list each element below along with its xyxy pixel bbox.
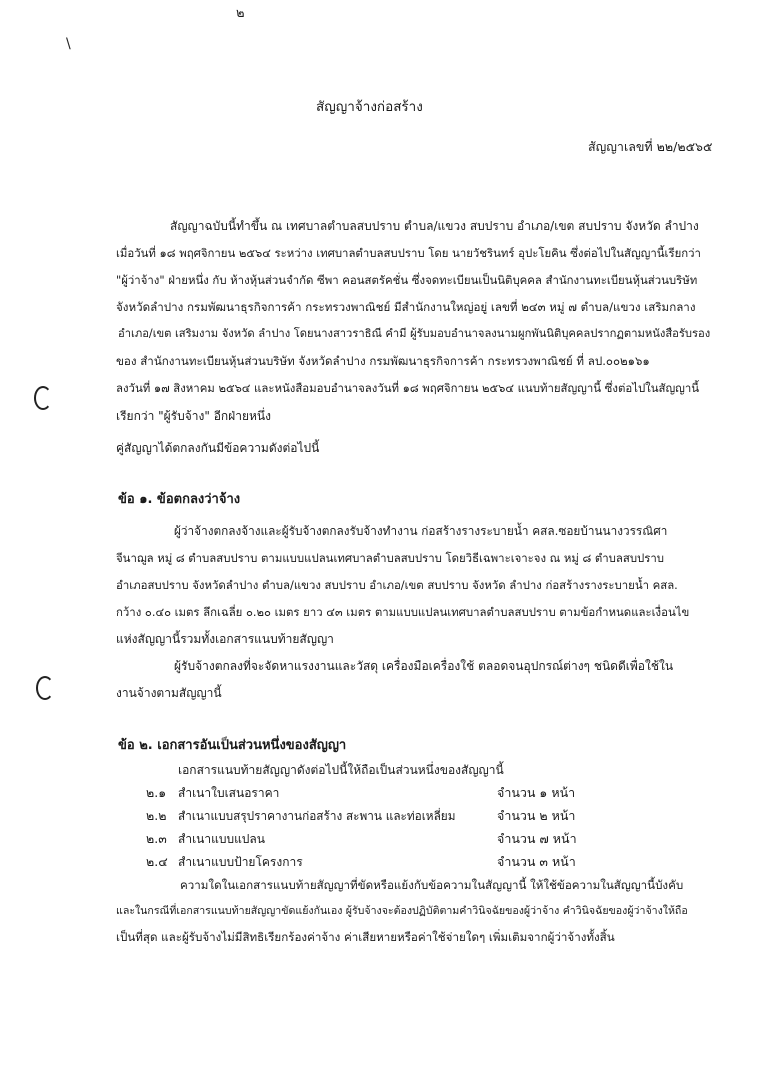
attachment-number: ๒.๒	[146, 808, 167, 823]
attachment-number: ๒.๔	[146, 854, 168, 869]
section-2-closing-line: เป็นที่สุด และผู้รับจ้างไม่มีสิทธิเรียกร้องค่าจ้าง ค่าเสียหายหรือค่าใช้จ่ายใดๆ เพิ่มเติมจากผู้ว่าจ้างทั้งสิ้น	[116, 930, 615, 944]
section-2-closing-line: และในกรณีที่เอกสารแนบท้ายสัญญาขัดแย้งกันเอง ผู้รับจ้างจะต้องปฏิบัติตามคำวินิจฉัยของผู้ว่าจ้าง คำวินิจฉัยของผู้ว่าจ้างให้ถือ	[116, 905, 688, 917]
preamble-line: เมื่อวันที่ ๑๘ พฤศจิกายน ๒๕๖๔ ระหว่าง เทศบาลตำบลสบปราบ โดย นายวัชรินทร์ อุปะโยคิน ซึ่งต่อไปในสัญญานี้เรียกว่า	[116, 246, 701, 260]
section-2-intro: เอกสารแนบท้ายสัญญาดังต่อไปนี้ให้ถือเป็นส่วนหนึ่งของสัญญานี้	[178, 763, 504, 777]
section-1-line: อำเภอสบปราบ จังหวัดลำปาง ตำบล/แขวง สบปราบ อำเภอ/เขต สบปราบ จังหวัด ลำปาง ก่อสร้างรางระบายน้ำ คสล.	[116, 578, 678, 592]
preamble-line: อำเภอ/เขต เสริมงาม จังหวัด ลำปาง โดยนางสาวราธิณี คำมี ผู้รับมอบอำนาจลงนามผูกพันนิติบุคคลปรากฏตามหนังสือรับรอง	[118, 327, 711, 340]
preamble-line: เรียกว่า "ผู้รับจ้าง" อีกฝ่ายหนึ่ง	[116, 409, 271, 423]
section-1-line: กว้าง ๐.๔๐ เมตร ลึกเฉลี่ย ๐.๒๐ เมตร ยาว ๔๓ เมตร ตามแบบแปลนเทศบาลตำบลสบปราบ ตามข้อกำหนดและเงื่อนไข	[116, 605, 690, 619]
page-number: ๒	[236, 6, 245, 21]
preamble-line: จังหวัดลำปาง กรมพัฒนาธุรกิจการค้า กระทรวงพาณิชย์ มีสำนักงานใหญ่อยู่ เลขที่ ๒๔๓ หมู่ ๗ ตำบล/แขวง เสริมกลาง	[116, 300, 696, 314]
document-title: สัญญาจ้างก่อสร้าง	[316, 99, 423, 115]
section-1-line: งานจ้างตามสัญญานี้	[116, 686, 222, 700]
section-1-line: จีนาฌูล หมู่ ๘ ตำบลสบปราบ ตามแบบแปลนเทศบาลตำบลสบปราบ โดยวิธีเฉพาะเจาะจง ณ หมู่ ๘ ตำบลสบปราบ	[116, 551, 665, 565]
section-1-line: ผู้รับจ้างตกลงที่จะจัดหาแรงงานและวัสดุ เครื่องมือเครื่องใช้ ตลอดจนอุปกรณ์ต่างๆ ชนิดดีเพื่อใช้ใน	[174, 659, 674, 673]
section-1-heading: ข้อ ๑. ข้อตกลงว่าจ้าง	[118, 492, 241, 507]
section-2-closing-line: ความใดในเอกสารแนบท้ายสัญญาที่ขัดหรือแย้งกับข้อความในสัญญานี้ ให้ใช้ข้อความในสัญญานี้บังคับ	[180, 878, 684, 892]
attachment-page-count: จำนวน ๑ หน้า	[497, 785, 576, 800]
attachment-title: สำเนาแบบสรุปราคางานก่อสร้าง สะพาน และท่อเหลี่ยม	[178, 809, 456, 823]
punch-hole-mark	[34, 386, 52, 410]
preamble-line: ของ สำนักงานทะเบียนหุ้นส่วนบริษัท จังหวัดลำปาง กรมพัฒนาธุรกิจการค้า กระทรวงพาณิชย์ ที่ ลป.๐๐๒๑๖๑	[116, 354, 650, 368]
section-1-line: แห่งสัญญานี้รวมทั้งเอกสารแนบท้ายสัญญา	[116, 632, 334, 646]
preamble-line: สัญญาฉบับนี้ทำขึ้น ณ เทศบาลตำบลสบปราบ ตำบล/แขวง สบปราบ อำเภอ/เขต สบปราบ จังหวัด ลำปาง	[170, 219, 699, 233]
attachment-page-count: จำนวน ๓ หน้า	[497, 854, 576, 869]
attachment-number: ๒.๑	[146, 785, 167, 800]
section-2-heading: ข้อ ๒. เอกสารอันเป็นส่วนหนึ่งของสัญญา	[118, 738, 347, 753]
punch-hole-mark	[36, 676, 54, 700]
preamble-line: "ผู้ว่าจ้าง" ฝ่ายหนึ่ง กับ ห้างหุ้นส่วนจำกัด ซีพา คอนสตรัคชั่น ซึ่งจดทะเบียนเป็นนิติบุคคล สำนักงานทะเบียนหุ้นส่วนบริษัท	[116, 273, 698, 287]
contract-number: สัญญาเลขที่ ๒๒/๒๕๖๕	[588, 139, 713, 154]
attachment-title: สำเนาใบเสนอราคา	[178, 786, 280, 800]
attachment-page-count: จำนวน ๒ หน้า	[497, 808, 576, 823]
scan-mark: \	[66, 36, 71, 52]
preamble-line: คู่สัญญาได้ตกลงกันมีข้อความดังต่อไปนี้	[116, 441, 320, 455]
attachment-title: สำเนาแบบแปลน	[178, 832, 265, 846]
attachment-number: ๒.๓	[146, 831, 167, 846]
preamble-line: ลงวันที่ ๑๗ สิงหาคม ๒๕๖๔ และหนังสือมอบอำนาจลงวันที่ ๑๘ พฤศจิกายน ๒๕๖๔ แนบท้ายสัญญานี้ ซึ่งต่อไปในสัญญานี้	[116, 381, 700, 395]
attachment-title: สำเนาแบบป้ายโครงการ	[178, 855, 303, 869]
section-1-line: ผู้ว่าจ้างตกลงจ้างและผู้รับจ้างตกลงรับจ้างทำงาน ก่อสร้างรางระบายน้ำ คสล.ซอยบ้านนางวรรณิศา	[174, 524, 668, 538]
attachment-page-count: จำนวน ๗ หน้า	[497, 831, 577, 846]
